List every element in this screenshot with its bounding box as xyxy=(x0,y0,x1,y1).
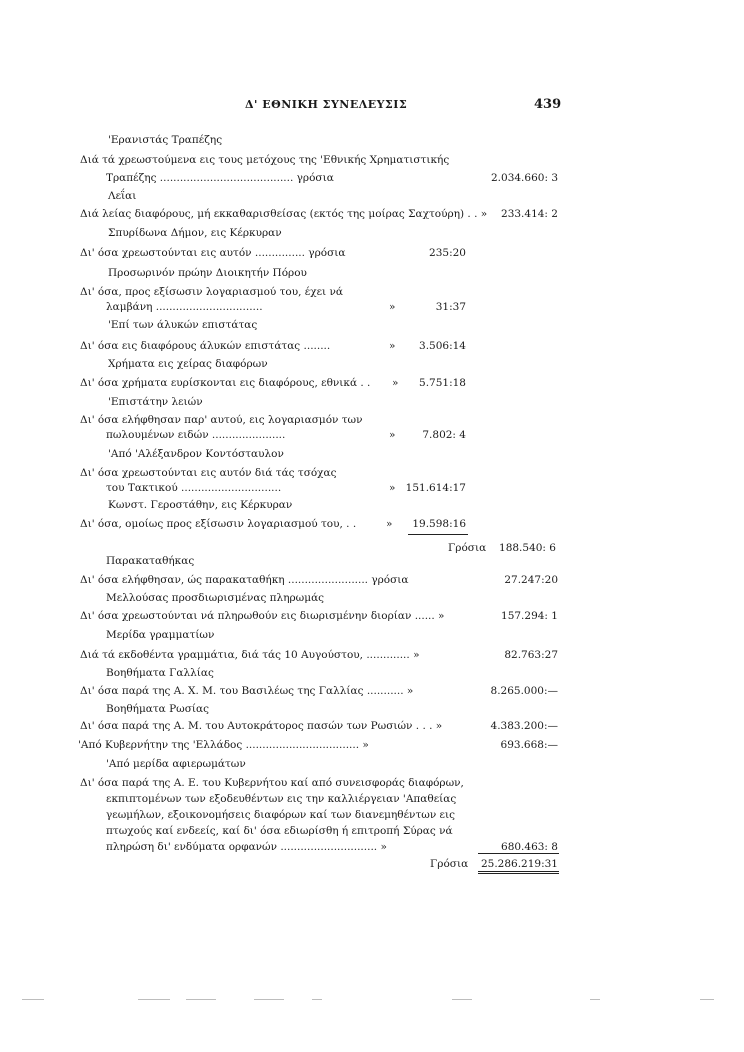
ledger-amount: 680.463: 8 xyxy=(501,841,558,853)
ledger-amount: 693.668:— xyxy=(500,739,558,751)
ledger-line: Γρόσια xyxy=(430,858,469,870)
ledger-amount: 157.294: 1 xyxy=(501,610,558,622)
ledger-line: Βοηθήματα Ρωσίας xyxy=(106,703,209,715)
ledger-line: 'Επιστάτην λειών xyxy=(108,396,203,408)
sum-rule xyxy=(478,871,559,872)
ledger-amount: 7.802: 4 xyxy=(422,429,466,441)
page-number: 439 xyxy=(534,97,562,112)
scan-artifact xyxy=(186,999,216,1000)
ledger-amount: 31:37 xyxy=(435,301,466,313)
ledger-line: πωλουμένων ειδών ...................... xyxy=(106,429,286,441)
ledger-line: Δι' όσα χρεωστούνται εις αυτόν ............... γρόσια xyxy=(80,247,346,259)
ledger-line: Λεΐαι xyxy=(108,190,137,202)
scan-artifact xyxy=(22,999,44,1000)
ledger-amount: 25.286.219:31 xyxy=(480,858,558,870)
ledger-amount: 4.383.200:— xyxy=(490,720,558,732)
ledger-line: Δι' όσα εις διαφόρους άλυκών επιστάτας ........ xyxy=(80,340,331,352)
sum-rule xyxy=(408,534,468,535)
ledger-line: Γρόσια xyxy=(448,542,487,554)
ledger-line: Βοηθήματα Γαλλίας xyxy=(106,667,214,679)
ledger-line: 'Ερανιστάς Τραπέζης xyxy=(108,134,223,146)
ledger-amount: 151.614:17 xyxy=(405,482,466,494)
ledger-amount: 82.763:27 xyxy=(504,649,558,661)
ledger-line: πληρώση δι' ενδύματα ορφανών ............................. » xyxy=(106,841,387,853)
scan-artifact xyxy=(312,999,322,1000)
ledger-line: λαμβάνη ................................ xyxy=(106,301,263,313)
scan-artifact xyxy=(700,999,714,1000)
ledger-line: εκπιπτομένων των εξοδευθέντων εις την καλλιέργειαν 'Απαθείας xyxy=(106,793,457,805)
ledger-line: γεωμήλων, εξοικονομήσεις διαφόρων καί των διανεμηθέντων εις xyxy=(106,809,455,821)
ledger-line: Διά τά χρεωστούμενα εις τους μετόχους της 'Εθνικής Χρηματιστικής xyxy=(80,154,450,166)
ledger-line: Δι' όσα, προς εξίσωσιν λογαριασμού του, έχει νά xyxy=(80,286,343,298)
sum-rule xyxy=(478,853,559,854)
ledger-amount: 188.540: 6 xyxy=(499,542,556,554)
page-header-title: Δ' ΕΘΝΙΚΗ ΣΥΝΕΛΕΥΣΙΣ xyxy=(245,98,408,111)
ledger-line: 'Από μερίδα αφιερωμάτων xyxy=(106,758,246,770)
sum-rule xyxy=(478,873,559,874)
scan-artifact xyxy=(254,999,284,1000)
ledger-line: » xyxy=(389,340,396,352)
ledger-line: 'Από Κυβερνήτην της 'Ελλάδος .................................. » xyxy=(78,739,369,751)
ledger-line: » xyxy=(392,377,399,389)
ledger-amount: 5.751:18 xyxy=(419,377,466,389)
ledger-line: Προσωρινόν πρώην Διοικητήν Πόρου xyxy=(108,267,307,279)
ledger-line: Παρακαταθήκας xyxy=(106,555,195,567)
ledger-line: Χρήματα εις χείρας διαφόρων xyxy=(108,358,268,370)
ledger-line: Δι' όσα παρά της Α. Χ. Μ. του Βασιλέως της Γαλλίας ........... » xyxy=(80,685,414,697)
ledger-line: » xyxy=(386,518,393,530)
ledger-line: Μελλούσας προσδιωρισμένας πληρωμάς xyxy=(106,592,325,604)
ledger-amount: 2.034.660: 3 xyxy=(491,172,558,184)
ledger-line: Δι' όσα ελήφθησαν παρ' αυτού, εις λογαριασμόν των xyxy=(80,414,363,426)
ledger-line: Κωνστ. Γεροστάθην, εις Κέρκυραν xyxy=(108,499,293,511)
ledger-line: Σπυρίδωνα Δήμον, εις Κέρκυραν xyxy=(108,227,282,239)
ledger-line: Δι' όσα παρά της Α. Μ. του Αυτοκράτορος πασών των Ρωσιών . . . » xyxy=(80,720,443,732)
ledger-amount: 19.598:16 xyxy=(412,518,466,530)
scan-artifact xyxy=(138,999,170,1000)
ledger-amount: 235:20 xyxy=(429,247,466,259)
scan-artifact xyxy=(452,999,472,1000)
ledger-amount: 233.414: 2 xyxy=(501,208,558,220)
ledger-line: Δι' όσα παρά της Α. Ε. του Κυβερνήτου καί από συνεισφοράς διαφόρων, xyxy=(80,777,464,789)
ledger-line: 'Από 'Αλέξανδρον Κοντόσταυλον xyxy=(108,448,284,460)
ledger-line: 'Επί των άλυκών επιστάτας xyxy=(108,319,258,331)
ledger-amount: 27.247:20 xyxy=(504,574,558,586)
ledger-line: » xyxy=(389,301,396,313)
ledger-line: » xyxy=(389,429,396,441)
ledger-line: » xyxy=(389,482,396,494)
ledger-line: του Τακτικού .............................. xyxy=(106,482,282,494)
ledger-line: Δι' όσα χρεωστούνται νά πληρωθούν εις διωρισμένην διορίαν ...... » xyxy=(80,610,445,622)
ledger-line: Διά τά εκδοθέντα γραμμάτια, διά τάς 10 Αυγούστου, ............. » xyxy=(80,649,420,661)
ledger-line: Δι' όσα, ομοίως προς εξίσωσιν λογαριασμού του, . . xyxy=(80,518,357,530)
ledger-line: Δι' όσα ελήφθησαν, ώς παρακαταθήκη ........................ γρόσια xyxy=(80,574,409,586)
ledger-amount: 8.265.000:— xyxy=(490,685,558,697)
ledger-line: πτωχούς καί ενδεείς, καί δι' όσα εδιωρίσθη ή επιτροπή Σύρας νά xyxy=(106,825,453,837)
ledger-line: Δι' όσα χρεωστούνται εις αυτόν διά τάς τσόχας xyxy=(80,467,337,479)
ledger-line: Τραπέζης ........................................ γρόσια xyxy=(106,172,334,184)
ledger-amount: 3.506:14 xyxy=(419,340,466,352)
ledger-line: Διά λείας διαφόρους, μή εκκαθαρισθείσας (εκτός της μοίρας Σαχτούρη) . . » xyxy=(80,208,488,220)
ledger-line: Δι' όσα χρήματα ευρίσκονται εις διαφόρους, εθνικά . . xyxy=(80,377,371,389)
ledger-line: Μερίδα γραμματίων xyxy=(106,629,215,641)
scan-artifact xyxy=(590,999,600,1000)
